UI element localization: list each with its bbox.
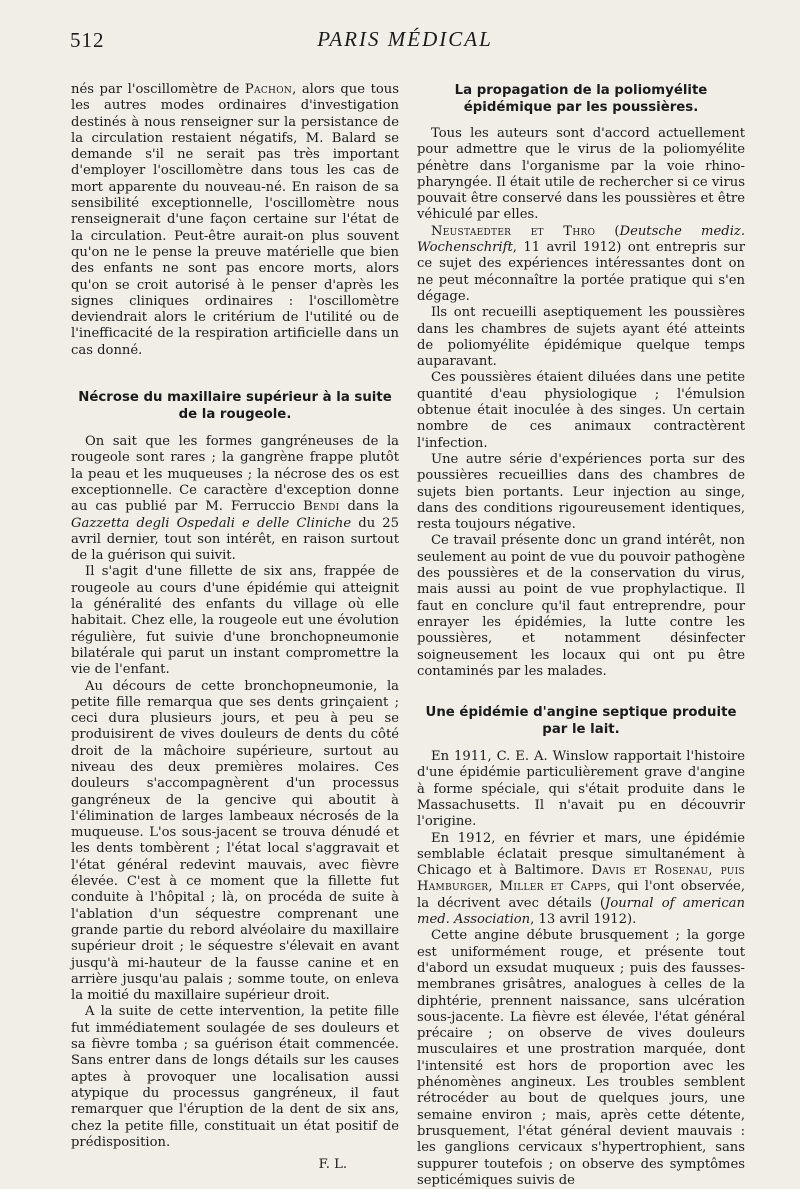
paragraph: A la suite de cette intervention, la petite fille fut immédiatement soulagée de ses douleurs et sa fièvre tomba ; sa guérison était commencée. Sans entrer dans de longs détails sur les causes aptes à provoquer une localisation aussi atypique du processus gangréneux, il faut remarquer que l'éruption de la dent de six ans, chez la petite fille, constituait un état positif de prédisposition.	[71, 1004, 399, 1150]
paragraph: Cette angine débute brusquement ; la gorge est uniformément rouge, et présente tout d'abord un exsudat muqueux ; puis des fausses-membranes grisâtres, analogues à celles de la diphtérie, prennent naissance, sans ulcération sous-jacente. La fièvre est élevée, l'état général précaire ; on observe de vives douleurs musculaires et une prostration marquée, dont l'intensité est hors de proportion avec les phénomènes angineux. Les troubles semblent rétrocéder au bout de quelques jours, une semaine environ ; mais, après cette détente, brusquement, l'état général devient mauvais : les ganglions cervicaux s'hypertrophient, sans suppurer toutefois ; on observe des symptômes septicémiques suivis de	[417, 928, 745, 1188]
author-names: Davis et Rosenau, puis Hamburger, Miller et Capps	[417, 863, 746, 895]
section-title-poliomyelite: La propagation de la poliomyélite épidémique par les poussières.	[454, 83, 708, 115]
author-name: Pachon	[244, 82, 293, 97]
author-name: Bendi	[303, 499, 340, 515]
journal-reference: Journal of american med. Association	[417, 895, 745, 928]
paragraph: Il s'agit d'une fillette de six ans, frappée de rougeole au cours d'une épidémie qui atteignit la généralité des enfants du village où elle habitait. Chez elle, la rougeole eut une évolution régulière, fut suivie d'une bronchopneumonie bilatérale qui parut un instant compromettre la vie de l'enfant.	[71, 564, 399, 678]
left-column	[71, 82, 399, 1173]
paragraph: Une autre série d'expériences porta sur des poussières recueillies dans des chambres de sujets bien portants. Leur injection au singe, dans des conditions rigoureusement identiques, resta toujours négative.	[417, 451, 745, 533]
paragraph: Ce travail présente donc un grand intérêt, non seulement au point de vue du pouvoir pathogène des poussières et de la conservation du virus, mais aussi au point de vue prophylactique. Il faut en conclure qu'il faut entreprendre, pour enrayer les épidémies, la lutte contre les poussières, et notamment désinfecter soigneusement les locaux qui ont pu être contaminés par les malades.	[417, 533, 745, 679]
journal-reference: Gazzetta degli Ospedali e delle Cliniche	[71, 515, 352, 531]
paragraph: Au décours de cette bronchopneumonie, la petite fille remarqua que ses dents grinçaient ; ceci dura plusieurs jours, et peu à peu se produisirent de vives douleurs de dents du côté droit de la mâchoire supérieure, surtout au niveau des deux premières molaires. Ces douleurs s'accompagnèrent d'un processus gangréneux de la gencive qui aboutit à l'élimination de larges lambeaux nécrosés de la muqueuse. L'os sous-jacent se trouva dénudé et les dents tombèrent ; l'état local s'aggravait et l'état général redevint mauvais, avec fièvre élevée. C'est à ce moment que la fillette fut conduite à l'hôpital ; là, on procéda de suite à l'ablation d'un séquestre comprenant une grande partie du rebord alvéolaire du maxillaire supérieur droit ; le séquestre s'élevait en avant jusqu'à mi-hauteur de la fausse canine et en arrière jusqu'au palais ; somme toute, on enleva la moitié du maxillaire supérieur droit.	[71, 678, 399, 1004]
page-number: 512	[70, 28, 105, 52]
page-header	[70, 22, 740, 62]
section-title-necrose: Nécrose du maxillaire supérieur à la suite de la rougeole.	[78, 390, 392, 423]
right-column	[417, 82, 745, 1189]
intro-paragraph: nés par l'oscillomètre de Pachon, alors que tous les autres modes ordinaires d'investigation destinés à nous renseigner sur la persistance de la circulation restaient négatifs, M. Balard se demande s'il ne serait pas très important d'employer l'oscillomètre dans tous les cas de mort apparente du nouveau-né. En raison de sa sensibilité exceptionnelle, l'oscillomètre nous renseignerait d'une façon certaine sur l'état de la circulation. Peut-être aurait-on plus souvent qu'on ne le pense la preuve matérielle que bien des enfants ne sont pas encore morts, alors qu'on se croit autorisé à le penser d'après les signes cliniques ordinaires : l'oscillomètre deviendrait alors le critérium de l'utilité ou de l'inefficacité de la respiration artificielle dans un cas donné.	[71, 82, 399, 358]
paragraph: Ces poussières étaient diluées dans une petite quantité d'eau physiologique ; l'émulsion obtenue était inoculée à des singes. Un certain nombre de ces animaux contractèrent l'infection.	[417, 370, 745, 451]
signature: F. L.	[318, 1157, 347, 1173]
paragraph: On sait que les formes gangréneuses de la rougeole sont rares ; la gangrène frappe plutôt la peau et les muqueuses ; la nécrose des os est exceptionnelle. Ce caractère d'exception donne au cas publié par M. Ferruccio Bendi dans la Gazzetta degli Ospedali e delle Cliniche du 25 avril dernier, tout son intérêt, en raison surtout de la guérison qui suivit.	[71, 434, 399, 564]
paragraph: Ils ont recueilli aseptiquement les poussières dans les chambres de sujets ayant été atteints de poliomyélite épidémique quelque temps auparavant.	[417, 305, 745, 370]
journal-reference: Deutsche mediz. Wochenschrift	[417, 223, 746, 256]
author-names: Neustaedter et Thro	[431, 223, 596, 239]
section-title-angine: Une épidémie d'angine septique produite par le lait.	[425, 705, 737, 738]
paragraph: En 1911, C. E. A. Winslow rapportait l'histoire d'une épidémie particulièrement grave d'angine à forme spéciale, qui s'était produite dans le Massachusetts. Il n'avait pu en découvrir l'origine.	[417, 749, 745, 830]
paragraph: Neustaedter et Thro (Deutsche mediz. Wochenschrift, 11 avril 1912) ont entrepris sur ce sujet des expériences intéressantes dont on ne peut méconnaître la portée pratique qui s'en dégage.	[417, 223, 746, 304]
paragraph: En 1912, en février et mars, une épidémie semblable éclatait presque simultanément à Chicago et à Baltimore. Davis et Rosenau, puis Hamburger, Miller et Capps, qui l'ont observée, la décrivent avec détails (Journal of american med. Association, 13 avril 1912).	[417, 830, 746, 928]
paragraph: Tous les auteurs sont d'accord actuellement pour admettre que le virus de la poliomyélite pénètre dans l'organisme par la voie rhino-pharyngée. Il était utile de rechercher si ce virus pouvait être conservé dans les poussières et être véhiculé par elles.	[417, 126, 745, 223]
journal-title: PARIS MÉDICAL	[317, 27, 493, 51]
